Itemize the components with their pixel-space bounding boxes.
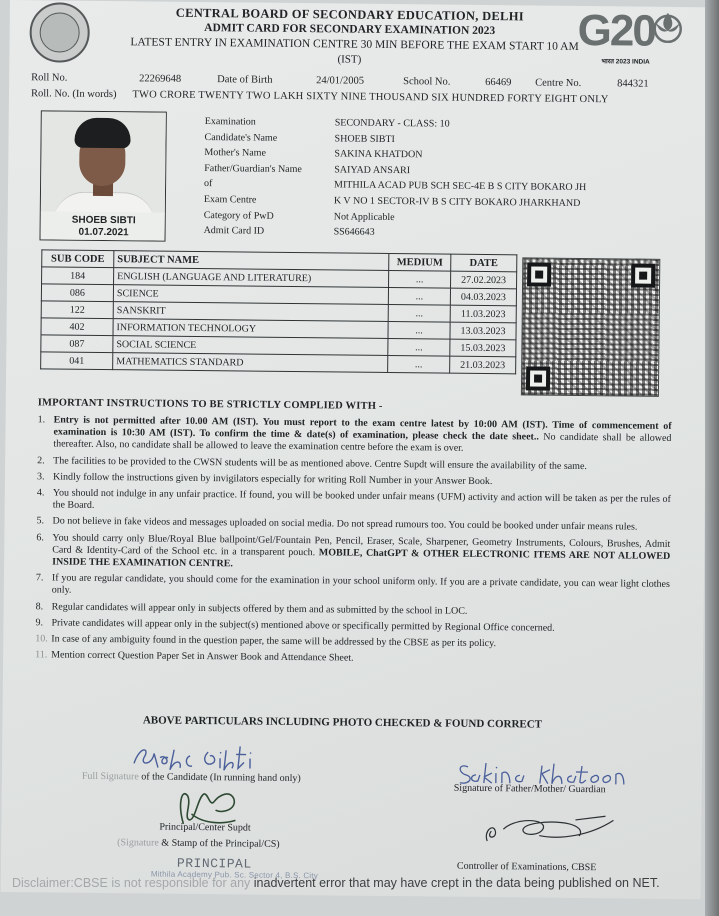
table-row: 086 SCIENCE ... 04.03.2023 [41,284,516,306]
g20-lotus-icon [650,9,686,43]
list-item: 1. Entry is not permitted after 10.00 AM (IST). You must report to the exam centre latest by 10:00 AM (IST). Time of commencement of examination is 10:30 AM (IST). To confirm the time & date(s) of examination, please check the date sheet.. No candidate shall be allowed thereafter. Also, no candidate shall be allowed to leave the examination centre before the exam is over. [37,414,672,455]
photo-caption [40,211,166,241]
disclaimer: Disclaimer:CBSE is not responsible for any inadvertent error that may have crept in the data being published on NET. [12,876,660,890]
detail-row: Mother's Name SAKINA KHATDON [204,147,423,161]
table-row: 184 ENGLISH (LANGUAGE AND LITERATURE) ... 27.02.2023 [42,267,517,289]
photo-date: 01.07.2021 [78,226,129,239]
school-stamp: Mithila Academy Pub. Sc. Sector 4, B.S. City [150,869,318,881]
roll-no-value: 22269648 [139,73,182,85]
detail-row: Father/Guardian's Name SAIYAD ANSARI [204,162,411,176]
centre-no-value: 844321 [617,78,649,90]
g20-logo: G20 [577,5,656,56]
qr-finder-icon [631,264,655,288]
school-no-label: School No. [403,76,451,88]
table-row: 402 INFORMATION TECHNOLOGY ... 13.03.2023 [41,318,516,340]
detail-row: Admit Card ID SS646643 [203,225,375,238]
detail-row: Examination SECONDARY - CLASS: 10 [204,116,450,130]
list-item: 8. Regular candidates will appear only in subjects offered by them and as submitted by the school in LOC. [35,600,468,617]
school-no-value: 66469 [485,76,512,89]
roll-words-label: Roll. No. (In words) [30,88,117,101]
list-item: 2. The facilities to be provided to the CWSN students will be as mentioned above. Centre Supdt will ensure the availability of the same. [37,454,587,472]
list-item: 7. If you are regular candidate, you should come for the examination in your school uniform only. If you are a private candidate, you can wear light clothes only. [35,572,670,597]
detail-row: of MITHILA ACAD PUB SCH SEC-4E B S CITY BOKARO JH [204,178,587,194]
candidate-signature [130,739,270,774]
instructions-title: IMPORTANT INSTRUCTIONS TO BE STRICTLY COMPLIED WITH - [37,397,383,412]
principal-stamp: PRINCIPAL [176,855,252,872]
list-item: 5. Do not believe in fake videos and messages uploaded on social media. Do not spread rumours too. You could be booked under unfair means rules. [36,515,638,534]
list-item: 9. Private candidates will appear only in the subject(s) mentioned above or specifically permitted by Regional Office concerned. [35,617,555,634]
dob-value: 24/01/2005 [316,75,365,87]
principal-label: Principal/Center Supdt [159,821,251,834]
controller-label: Controller of Examinations, CBSE [456,860,597,874]
roll-words-value: TWO CRORE TWENTY TWO LAKH SIXTY NINE THOUSAND SIX HUNDRED FORTY EIGHT ONLY [132,89,609,106]
candidate-details [204,114,675,244]
admit-card-sheet [1,0,710,899]
parent-signature-label: Signature of Father/Mother/ Guardian [453,782,606,796]
entry-timezone: (IST) [337,53,362,66]
centre-no-label: Centre No. [535,77,582,89]
list-item: 10. In case of any ambiguity found in the question paper, the same will be addressed by the CBSE as per its policy. [35,633,497,650]
candidate-signature-label: Full Signature of the Candidate (In running hand only) [81,770,301,785]
col-header: SUB CODE [42,250,114,268]
g20-tagline: भारत 2023 INDIA [601,58,650,66]
admit-card-title: ADMIT CARD FOR SECONDARY EXAMINATION 2023 [204,22,496,38]
board-name: CENTRAL BOARD OF SECONDARY EDUCATION, DELHI [175,5,525,24]
detail-row: Exam Centre K V NO 1 SECTOR-IV B S CITY BOKARO JHARKHAND [203,194,581,209]
candidate-photo [39,110,166,241]
qr-finder-icon [526,366,550,390]
detail-row: Candidate's Name SHOEB SIBTI [204,131,395,145]
roll-words-row [31,88,609,105]
controller-signature [479,813,619,846]
list-item: 3. Kindly follow the instructions given by invigilators especially for writing Roll Number in your Answer Book. [36,471,493,487]
list-item: 4. You should not indulge in any unfair practice. If found, you will be booked under unfair means (UFM) activity and action will be taken as per the rules of the Board. [36,487,671,512]
entry-note: LATEST ENTRY IN EXAMINATION CENTRE 30 MIN BEFORE THE EXAM START 10 AM [130,36,579,53]
photo-name: SHOEB SIBTI [71,214,136,227]
qr-finder-icon [527,262,551,286]
table-row: 087 SOCIAL SCIENCE ... 15.03.2023 [41,335,516,357]
roll-no-label: Roll No. [31,72,68,84]
col-header: MEDIUM [389,253,451,271]
dob-label: Date of Birth [217,74,273,86]
qr-code [521,257,660,396]
table-row: 122 SANSKRIT ... 11.03.2023 [41,301,516,323]
detail-row: Category of PwD Not Applicable [203,209,395,223]
col-header: DATE [451,254,517,272]
principal-stamp-label: (Signature & Stamp of the Principal/CS) [117,837,280,850]
instructions-list [33,414,672,672]
col-header: SUBJECT NAME [114,251,389,271]
subjects-table [40,249,517,374]
page-edge-shadow [705,0,719,916]
table-row: 041 MATHEMATICS STANDARD ... 21.03.2023 [41,352,516,374]
checked-statement: ABOVE PARTICULARS INCLUDING PHOTO CHECKED & FOUND CORRECT [142,714,543,731]
list-item: 6. You should carry only Blue/Royal Blue ballpoint/Gel/Fountain Pen, Pencil, Eraser, Scale, Sharpener, Geometry Instruments, Colours, Brushes, Admit Card & Identity-Card of the School etc. in a transparent pouch. MOBILE, ChatGPT & OTHER ELECTRONIC ITEMS ARE NOT ALLOWED INSIDE THE EXAMINATION CENTRE. [36,531,671,570]
list-item: 11. Mention correct Question Paper Set in Answer Book and Attendance Sheet. [35,649,354,664]
